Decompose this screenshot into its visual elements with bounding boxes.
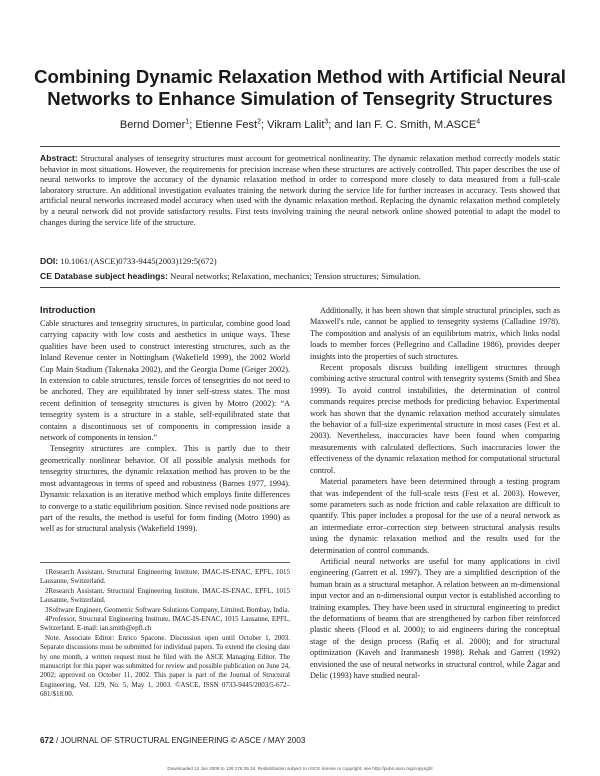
footnote: 4Professor, Structural Engineering Institute, IMAC-IS-ENAC, 1015 Lausanne, EPFL, Switzerland. E-mail: ian.smith@epfl.ch xyxy=(40,615,290,633)
editorial-note: Note. Associate Editor: Enrico Spacone. Discussion open until October 1, 2003. Separate discussions must be submitted for individual papers. To extend the closing date by one month, a written request must be filed with the ASCE Managing Editor. The manuscript for this paper was submitted for review and possible publication on June 24, 2002; approved on October 11, 2002. This paper is part of the Journal of Structural Engineering, Vol. 129, No. 5, May 1, 2003. ©ASCE, ISSN 0733-9445/2003/5-672–681/$18.00. xyxy=(40,633,290,699)
footnotes xyxy=(40,568,290,700)
paragraph: Cable structures and tensegrity structures, in particular, combine good load carrying capacity with low costs and aesthetics in unique ways. These qualities have been used to construct interesting structures, such as the Inland Revenue center in Nottingham (Wakefield 1999), the 2002 World Cup Main Stadium (Takenaka 2002), and the Georgia Dome (Geiger 2002). In extension to cable structures, tensile forces of tensegrities do not need to be anchored. They are equilibrated by inner self-stress states. The most recent definition of tensegrity structures is given by Motro (2002): “A tensegrity system is a structure in a stable, self-equilibrated state that contains a discontinuous set of components in compression inside a network of components in tension.” xyxy=(40,319,290,443)
doi xyxy=(40,256,560,266)
page-number: 672 xyxy=(40,736,54,745)
author: Ian F. C. Smith, M.ASCE$^4$ xyxy=(355,118,481,131)
footnote-rule xyxy=(40,562,290,563)
paper-title: Combining Dynamic Relaxation Method with Artificial Neural Networks to Enhance Simulation of Tensegrity Structures xyxy=(34,66,566,109)
author: Etienne Fest$^2$; xyxy=(195,118,268,131)
footnote: 1Research Assistant, Structural Engineering Institute, IMAC-IS-ENAC, EPFL, 1015 Lausanne, Switzerland. xyxy=(40,568,290,586)
author-list xyxy=(30,118,570,131)
right-column xyxy=(310,305,560,681)
abstract-label: Abstract: xyxy=(40,153,78,163)
bottom-rule xyxy=(40,287,560,288)
doi-value: 10.1061/(ASCE)0733-9445(2003)129:5(672) xyxy=(60,256,217,266)
subject-headings xyxy=(40,271,560,281)
subject-headings-label: CE Database subject headings: xyxy=(40,271,168,281)
paragraph: Recent proposals discuss building intelligent structures through combining active structural control with tensegrity systems (Smith and Shea 1999). To avoid control instabilities, the determination of control commands requires precise methods for predicting behavior. Experimental work has shown that the dynamic relaxation method accurately simulates the behavior of a full-size experimental structure in most cases (Fest et al. 2003). Nevertheless, inaccuracies have been found when comparing measurements with calculated deflections. Such inaccuracies lower the effectiveness of the dynamic relaxation method for computational structural control. xyxy=(310,363,560,475)
footnote: 2Research Assistant, Structural Engineering Institute, IMAC-IS-ENAC, EPFL, 1015 Lausanne, Switzerland. xyxy=(40,586,290,605)
section-heading-introduction: Introduction xyxy=(40,305,96,316)
top-rule xyxy=(40,146,560,147)
paragraph: Additionally, it has been shown that simple structural principles, such as Maxwell's rule, cannot be applied to tensegrity systems (Calladine 1978). The composition and analysis of an equilibrium matrix, which links nodal loads to member forces (Pellegrino and Calladine 1986), provides deeper insights into the properties of such structures. xyxy=(310,306,560,361)
footnote: 3Software Engineer, Geometric Software Solutions Company, Limited, Bombay, India. xyxy=(45,605,290,614)
download-notice: Downloaded 12 Jun 2009 to 128.178.35.34. Redistribution subject to ASCE license or copyright; see http://pubs.asce.org/copyright xyxy=(167,766,433,771)
abstract xyxy=(40,153,560,228)
doi-label: DOI: xyxy=(40,256,59,266)
paragraph: Artificial neural networks are useful for many applications in civil engineering (Garrett et al. 1997). They are a simplified description of the human brain as a structural metaphor. A relation between an m-dimensional input vector and an n-dimensional output vector is established according to training examples. They have been used in structural engineering to predict the deformations of beams that are strengthened by carbon fiber reinforced plastic sheets (Flood et al. 2000); to aid engineers during the conceptual stage of the design process (Rafiq et al. 2000); and for structural optimization (Kaveh and Iranmanesh 1998). Rehak and Garrett (1992) envisioned the use of neural networks in structural control, while Žagar and Delic (1993) have studied neural- xyxy=(310,556,560,680)
abstract-text: Structural analyses of tensegrity structures must account for geometrical nonlinearity. The dynamic relaxation method correctly models static behavior in most situations. However, the requirements for precision increase when these structures are actively controlled. This paper describes the use of neural networks to improve the accuracy of the dynamic relaxation method in order to correspond more closely to data measured from a full-scale laboratory structure. An additional investigation evaluates training the network during the service life for further increases in accuracy. Tests showed that artificial neural networks increased model accuracy when used with the dynamic relaxation method. Replacing the dynamic relaxation method completely by a neural network did not provide satisfactory results. First tests involving training the neural network online showed potential to adapt the model to changes during the service life of the structure. xyxy=(40,154,561,227)
author: Bernd Domer$^1$; xyxy=(119,118,196,131)
page-footer xyxy=(40,736,305,745)
paragraph: Material parameters have been determined through a testing program that was independent of the full-scale tests (Fest et al. 2003). However, some parameters such as node friction and cable relaxation are difficult to quantify. This paper includes a proposal for the use of a neural network as an intermediate error–correction step between structural analysis results using the dynamic relaxation method and the results used for the determination of control commands. xyxy=(310,477,560,555)
subject-headings-value: Neural networks; Relaxation, mechanics; Tension structures; Simulation. xyxy=(170,271,421,281)
left-column xyxy=(40,318,290,535)
author: Vikram Lalit$^3$; and xyxy=(267,118,356,131)
paragraph: Tensegrity structures are complex. This is partly due to their geometrically nonlinear behavior. Of all possible analysis methods for tensegrity structures, the dynamic relaxation method has proven to be the most advantageous in terms of speed and robustness (Barnes 1977, 1994). Dynamic relaxation is an iterative method which employs finite differences to converge to a static equilibrium position. Since revised node positions are part of the results, the method is useful for form finding (Motro 1990) as well as for structural analysis (Wakefield 1999). xyxy=(40,444,290,534)
journal-line: / JOURNAL OF STRUCTURAL ENGINEERING © ASCE / MAY 2003 xyxy=(53,736,306,745)
